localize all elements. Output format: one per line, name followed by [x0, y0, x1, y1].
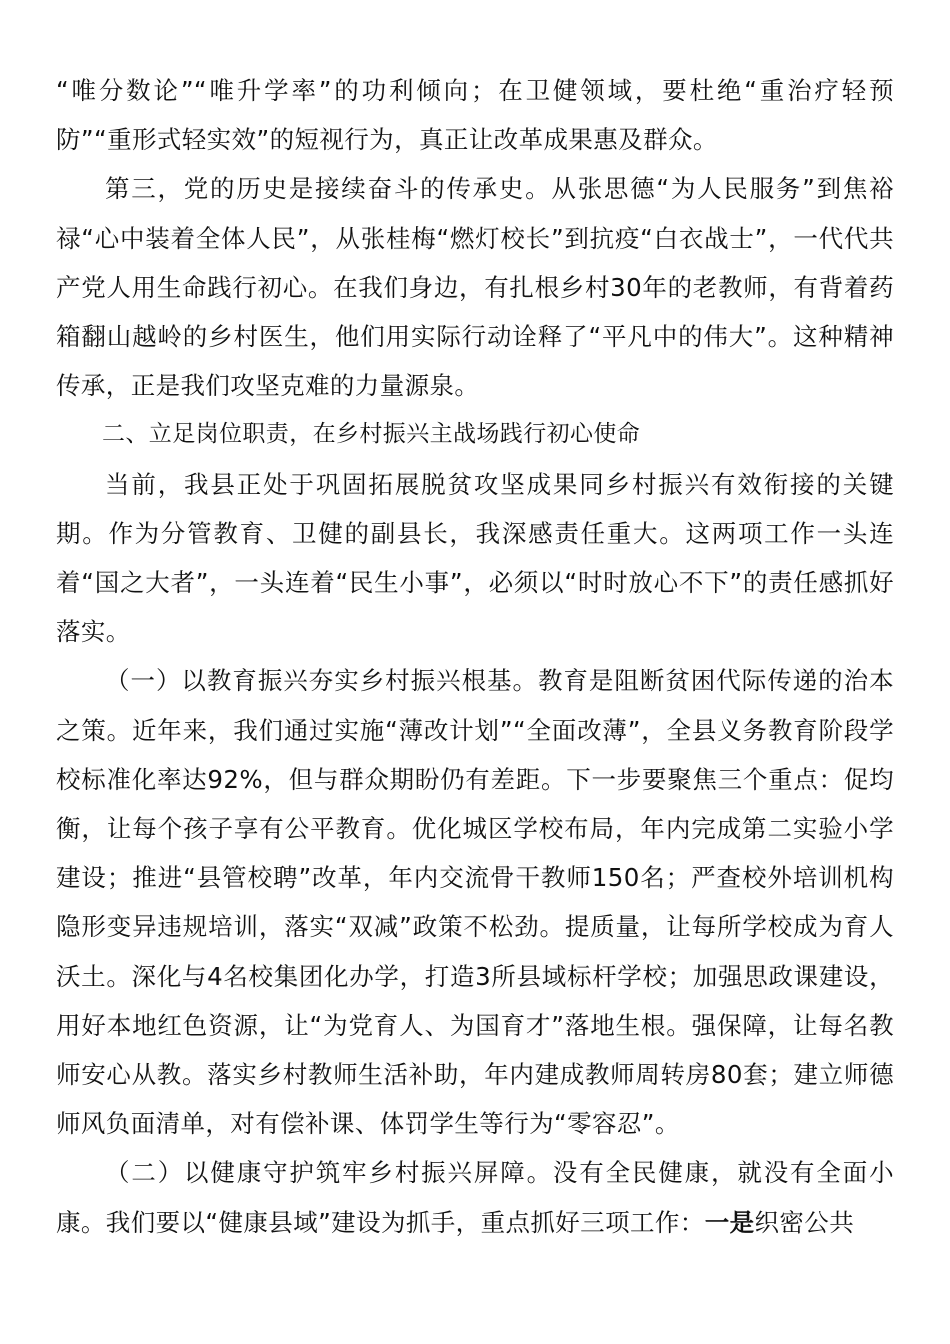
paragraph-third-point: 第三，党的历史是接续奋斗的传承史。从张思德“为人民服务”到焦裕禄“心中装着全体人民”，从张桂梅“燃灯校长”到抗疫“白衣战士”，一代代共产党人用生命践行初心。在我们身边，有扎根乡村30年的老教师，有背着药箱翻山越岭的乡村医生，他们用实际行动诠释了“平凡中的伟大”。这种精神传承，正是我们攻坚克难的力量源泉。 [56, 174, 894, 401]
paragraph-health [56, 1148, 894, 1246]
paragraph-education: （一）以教育振兴夯实乡村振兴根基。教育是阻断贫困代际传递的治本之策。近年来，我们通过实施“薄改计划”“全面改薄”，全县义务教育阶段学校标准化率达92%，但与群众期盼仍有差距。下一步要聚焦三个重点：促均衡，让每个孩子享有公平教育。优化城区学校布局，年内完成第二实验小学建设；推进“县管校聘”改革，年内交流骨干教师150名；严查校外培训机构隐形变异违规培训，落实“双减”政策不松劲。提质量，让每所学校成为育人沃土。深化与4名校集团化办学，打造3所县域标杆学校；加强思政课建设，用好本地红色资源，让“为党育人、为国育才”落地生根。强保障，让每名教师安心从教。落实乡村教师生活补助，年内建成教师周转房80套；建立师德师风负面清单，对有偿补课、体罚学生等行为“零容忍”。 [56, 666, 894, 1139]
paragraph-health-continued: 织密公共 [754, 1207, 855, 1237]
paragraph-current-situation: 当前，我县正处于巩固拓展脱贫攻坚成果同乡村振兴有效衔接的关键期。作为分管教育、卫健的副县长，我深感责任重大。这两项工作一头连着“国之大者”，一头连着“民生小事”，必须以“时时放心不下”的责任感抓好落实。 [56, 469, 894, 647]
paragraph-health-intro: （二）以健康守护筑牢乡村振兴屏障。没有全民健康，就没有全面小康。我们要以“健康县域”建设为抓手，重点抓好三项工作： [56, 1158, 894, 1237]
document-page [56, 66, 894, 1247]
bold-item-marker: 一是 [704, 1207, 755, 1237]
section-heading-two: 二、立足岗位职责，在乡村振兴主战场践行初心使命 [102, 421, 641, 448]
paragraph-continuation: “唯分数论”“唯升学率”的功利倾向；在卫健领域，要杜绝“重治疗轻预防”“重形式轻实效”的短视行为，真正让改革成果惠及群众。 [56, 76, 894, 155]
